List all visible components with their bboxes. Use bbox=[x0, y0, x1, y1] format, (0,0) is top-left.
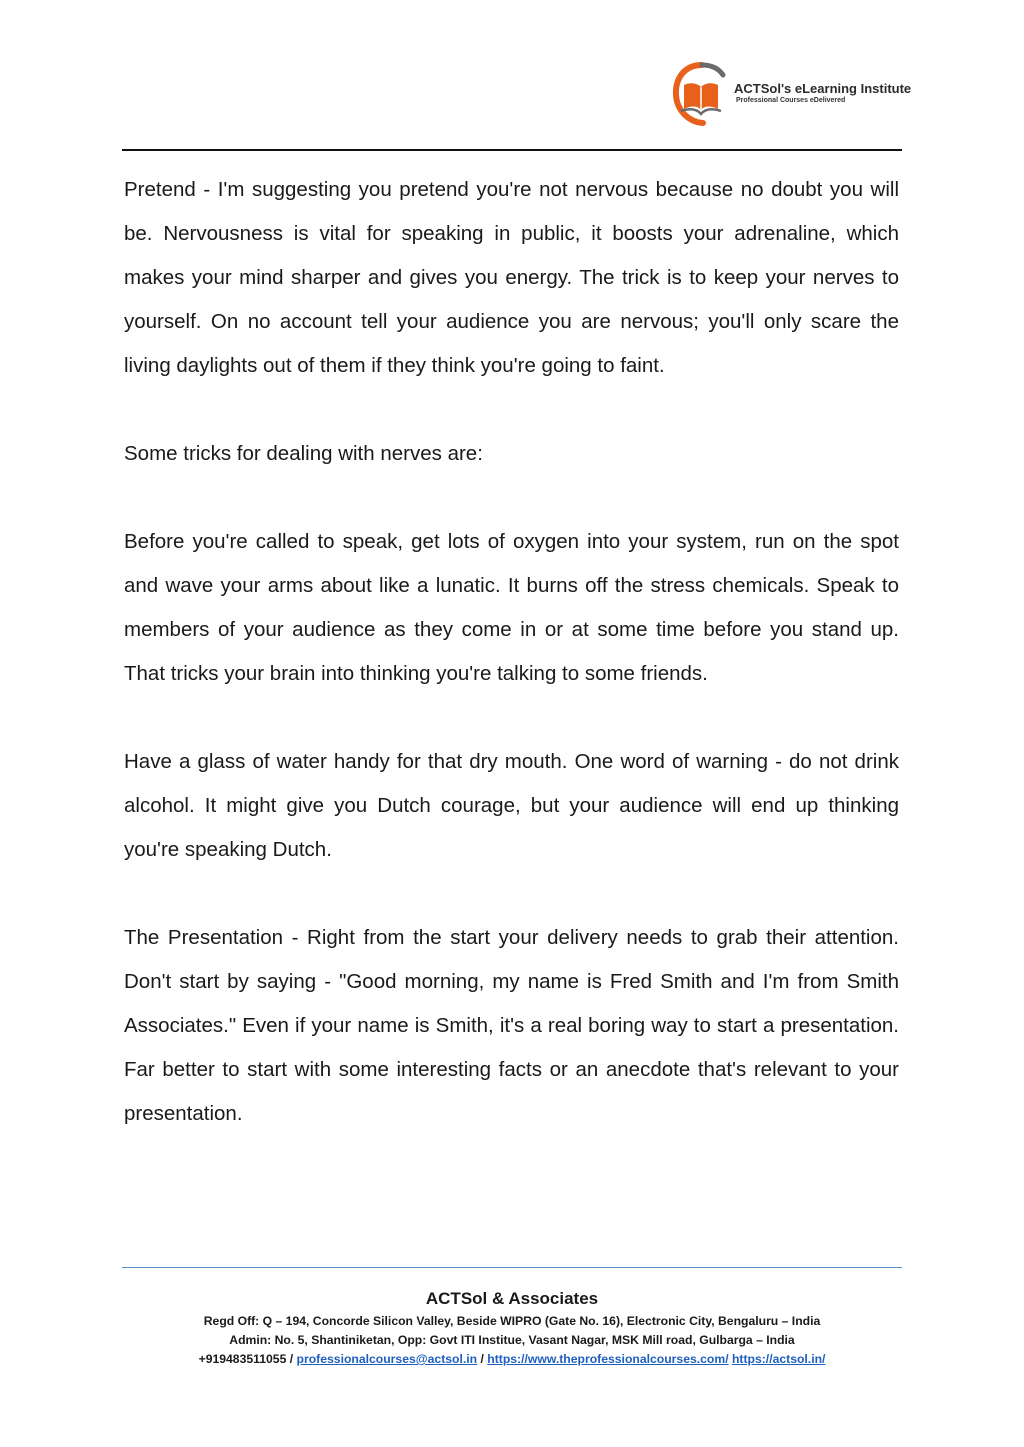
logo-subtitle: Professional Courses eDelivered bbox=[736, 96, 846, 104]
paragraph-tricks-intro: Some tricks for dealing with nerves are: bbox=[124, 442, 483, 465]
footer-actsol-link[interactable]: https://actsol.in/ bbox=[731, 1352, 826, 1366]
institute-logo bbox=[672, 58, 912, 128]
footer-contact-line bbox=[122, 1350, 902, 1369]
paragraph-presentation: The Presentation - Right from the start your delivery needs to grab their attention. Don't start by saying - "Good morning, my name is Fred Smith and I'm from Smith Associates." Even if your name is Smith, it's a real boring way to start a presentation. Far better to start with some interesting facts or an anecdote that's relevant to your presentation. bbox=[124, 926, 899, 1125]
paragraph-water: Have a glass of water handy for that dry mouth. One word of warning - do not drink alcohol. It might give you Dutch courage, but your audience will end up thinking you're speaking Dutch. bbox=[124, 750, 899, 861]
footer-company-name: ACTSol & Associates bbox=[425, 1289, 599, 1308]
footer-admin-office: Admin: No. 5, Shantiniketan, Opp: Govt ITI Institue, Vasant Nagar, MSK Mill road, Gulbarga – India bbox=[229, 1333, 795, 1347]
footer-email-link[interactable]: professionalcourses@actsol.in bbox=[296, 1352, 478, 1366]
footer-separator: / bbox=[477, 1352, 488, 1366]
paragraph-oxygen: Before you're called to speak, get lots of oxygen into your system, run on the spot and wave your arms about like a lunatic. It burns off the stress chemicals. Speak to members of your audience as they come in or at some time before you stand up. That tricks your brain into thinking you're talking to some friends. bbox=[124, 530, 899, 685]
footer-divider bbox=[122, 1267, 902, 1268]
header-divider bbox=[122, 149, 902, 151]
footer-regd-office: Regd Off: Q – 194, Concorde Silicon Valley, Beside WIPRO (Gate No. 16), Electronic City, Bengaluru – India bbox=[203, 1314, 821, 1328]
logo-title: ACTSol's eLearning Institute bbox=[734, 80, 912, 96]
footer-separator: / bbox=[286, 1352, 297, 1366]
paragraph-pretend: Pretend - I'm suggesting you pretend you're not nervous because no doubt you will be. Nervousness is vital for speaking in public, it boosts your adrenaline, which makes your mind sharper and gives you energy. The trick is to keep your nerves to yourself. On no account tell your audience you are nervous; you'll only scare the living daylights out of them if they think you're going to faint. bbox=[124, 178, 899, 377]
page-footer bbox=[122, 1286, 902, 1369]
footer-website-link[interactable]: https://www.theprofessionalcourses.com/ bbox=[487, 1352, 729, 1366]
open-book-logo-icon bbox=[672, 59, 728, 127]
document-body bbox=[124, 168, 899, 1136]
footer-phone: +919483511055 bbox=[198, 1352, 287, 1366]
